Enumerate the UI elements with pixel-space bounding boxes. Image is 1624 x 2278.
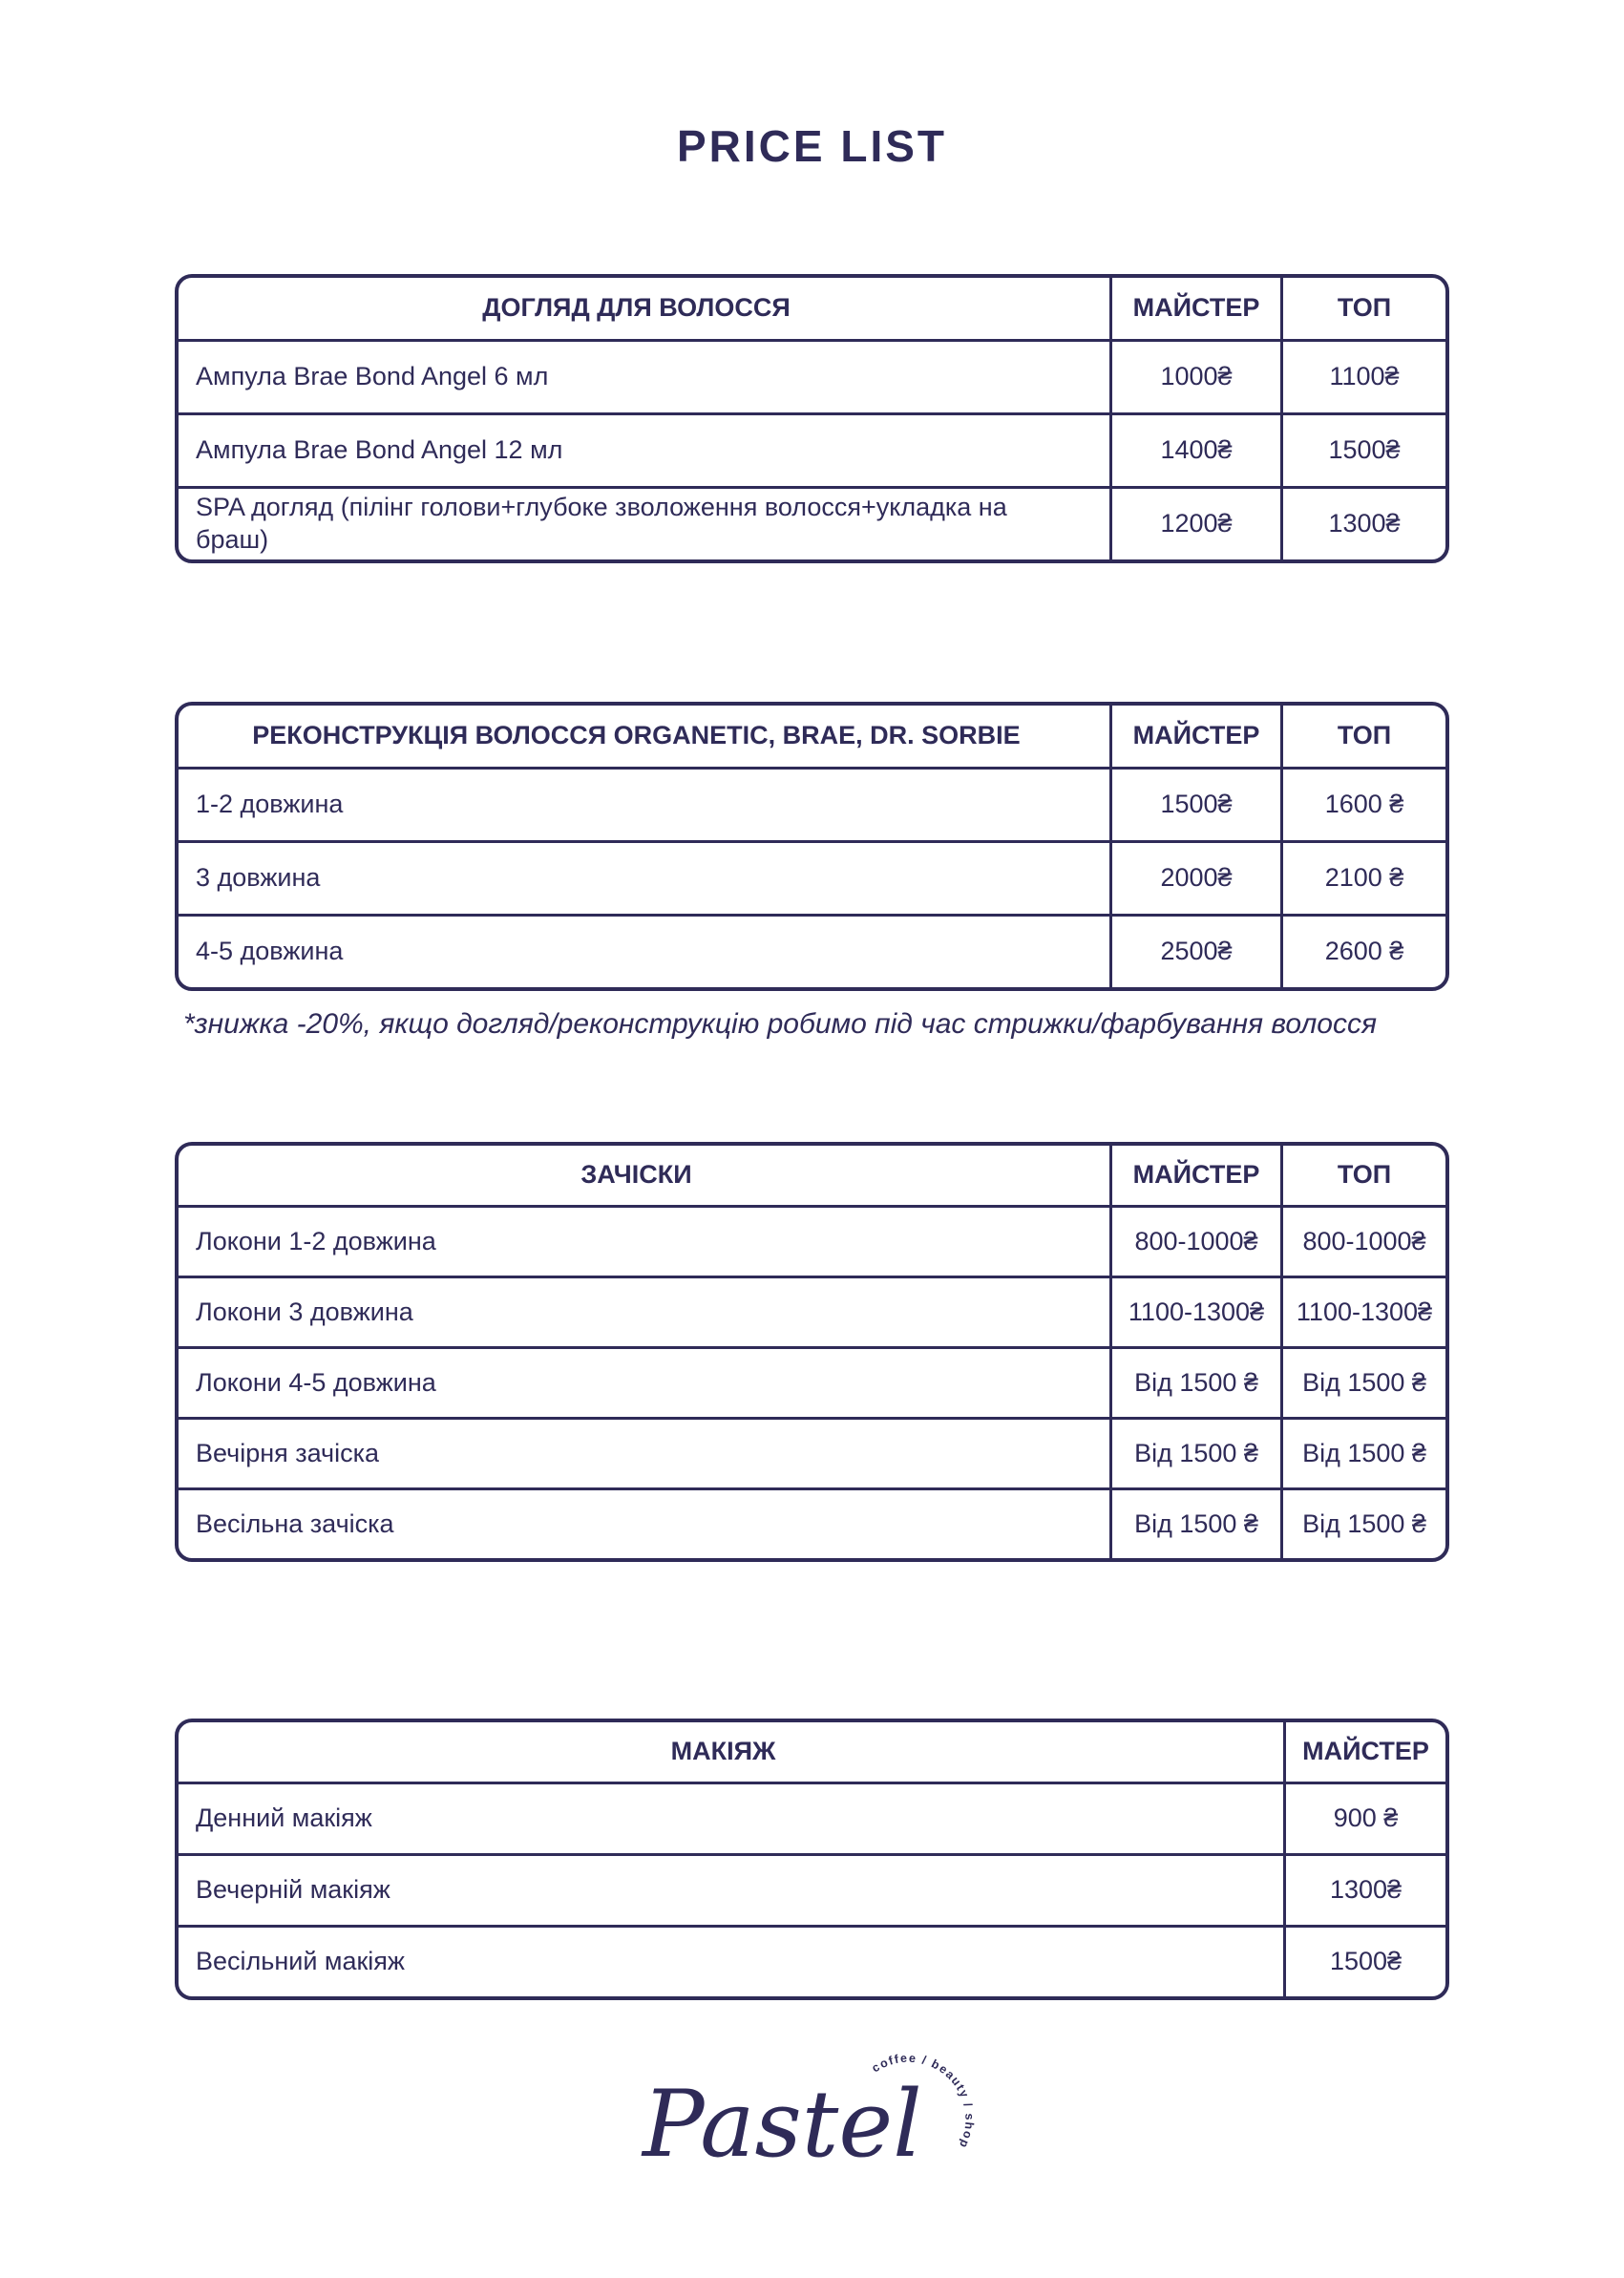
price-cell-master: 1300₴ — [1283, 1856, 1445, 1925]
table-row — [179, 840, 1445, 914]
table-row — [179, 1276, 1445, 1346]
header-cell-top: ТОП — [1280, 706, 1445, 767]
table-row — [179, 1782, 1445, 1853]
price-cell-top: 2100 ₴ — [1280, 843, 1445, 914]
table-header-row — [179, 1722, 1445, 1782]
header-cell-category: РЕКОНСТРУКЦІЯ ВОЛОССЯ ORGANETIC, BRAE, DR. SORBIE — [252, 721, 1021, 750]
price-cell-top: Від 1500 ₴ — [1280, 1420, 1445, 1487]
price-cell-master: Від 1500 ₴ — [1109, 1490, 1280, 1558]
service-cell: Локони 1-2 довжина — [196, 1226, 436, 1255]
price-cell-master: 1200₴ — [1109, 489, 1280, 559]
header-cell-master: МАЙСТЕР — [1109, 278, 1280, 339]
pastel-logo-graphic — [602, 2043, 1023, 2244]
service-cell: Вечерній макіяж — [196, 1875, 390, 1905]
price-cell-master: 2500₴ — [1109, 917, 1280, 987]
header-cell-category: МАКІЯЖ — [670, 1737, 776, 1766]
price-cell-master: 2000₴ — [1109, 843, 1280, 914]
logo-tagline-arc: coffee / beauty / shop — [869, 2051, 976, 2152]
table-row — [179, 914, 1445, 987]
header-cell-category: ЗАЧІСКИ — [580, 1160, 692, 1190]
price-cell-master: Від 1500 ₴ — [1109, 1349, 1280, 1417]
service-cell: Весільна зачіска — [196, 1508, 394, 1538]
table-row — [179, 412, 1445, 486]
price-cell-top: 1300₴ — [1280, 489, 1445, 559]
price-cell-top: Від 1500 ₴ — [1280, 1349, 1445, 1417]
service-cell: Весільний макіяж — [196, 1947, 405, 1976]
table-header-row — [179, 1146, 1445, 1205]
service-cell: 1-2 довжина — [196, 790, 344, 819]
price-cell-master: 1100-1300₴ — [1109, 1278, 1280, 1346]
price-cell-master: Від 1500 ₴ — [1109, 1420, 1280, 1487]
logo-wordmark: Pastel — [642, 2071, 922, 2178]
price-cell-master: 1000₴ — [1109, 342, 1280, 412]
header-cell-top: ТОП — [1280, 278, 1445, 339]
service-cell: Вечірня зачіска — [196, 1438, 380, 1467]
service-cell: Денний макіяж — [196, 1803, 372, 1833]
price-table-makeup — [175, 1719, 1449, 2000]
header-cell-master: МАЙСТЕР — [1109, 706, 1280, 767]
table-header-row — [179, 706, 1445, 767]
service-cell: 3 довжина — [196, 863, 321, 893]
price-table-hair-reconstruction — [175, 702, 1449, 991]
table-row — [179, 486, 1445, 559]
price-cell-master: 900 ₴ — [1283, 1784, 1445, 1853]
header-cell-master: МАЙСТЕР — [1109, 1146, 1280, 1205]
price-cell-top: 1100₴ — [1280, 342, 1445, 412]
table-row — [179, 339, 1445, 412]
service-cell: Ампула Brae Bond Angel 12 мл — [196, 435, 563, 465]
price-cell-top: 1600 ₴ — [1280, 770, 1445, 840]
service-cell: Локони 3 довжина — [196, 1297, 413, 1326]
price-cell-top: 1100-1300₴ — [1280, 1278, 1445, 1346]
table-row — [179, 767, 1445, 840]
discount-note: *знижка -20%, якщо догляд/реконструкцію робимо під час стрижки/фарбування волосся — [183, 1008, 1377, 1040]
price-table-hairstyles — [175, 1142, 1449, 1562]
page-title: PRICE LIST — [676, 121, 948, 171]
price-cell-master: 1500₴ — [1109, 770, 1280, 840]
service-cell: Ампула Brae Bond Angel 6 мл — [196, 362, 549, 391]
price-cell-master: 800-1000₴ — [1109, 1208, 1280, 1276]
header-cell-category: ДОГЛЯД ДЛЯ ВОЛОССЯ — [482, 293, 791, 323]
table-row — [179, 1205, 1445, 1276]
price-cell-top: 2600 ₴ — [1280, 917, 1445, 987]
header-cell-master: МАЙСТЕР — [1283, 1722, 1445, 1782]
price-cell-master: 1400₴ — [1109, 415, 1280, 486]
price-cell-master: 1500₴ — [1283, 1928, 1445, 1996]
price-table-hair-care — [175, 274, 1449, 563]
table-row — [179, 1346, 1445, 1417]
header-cell-top: ТОП — [1280, 1146, 1445, 1205]
table-row — [179, 1417, 1445, 1487]
service-cell: 4-5 довжина — [196, 937, 344, 966]
table-row — [179, 1487, 1445, 1558]
table-header-row — [179, 278, 1445, 339]
price-cell-top: 1500₴ — [1280, 415, 1445, 486]
service-cell: SPA догляд (пілінг голови+глубоке зволоження волосся+укладка на браш) — [196, 493, 1007, 554]
pastel-logo — [0, 2043, 1624, 2244]
table-row — [179, 1925, 1445, 1996]
price-cell-top: Від 1500 ₴ — [1280, 1490, 1445, 1558]
price-cell-top: 800-1000₴ — [1280, 1208, 1445, 1276]
table-row — [179, 1853, 1445, 1925]
service-cell: Локони 4-5 довжина — [196, 1367, 436, 1397]
